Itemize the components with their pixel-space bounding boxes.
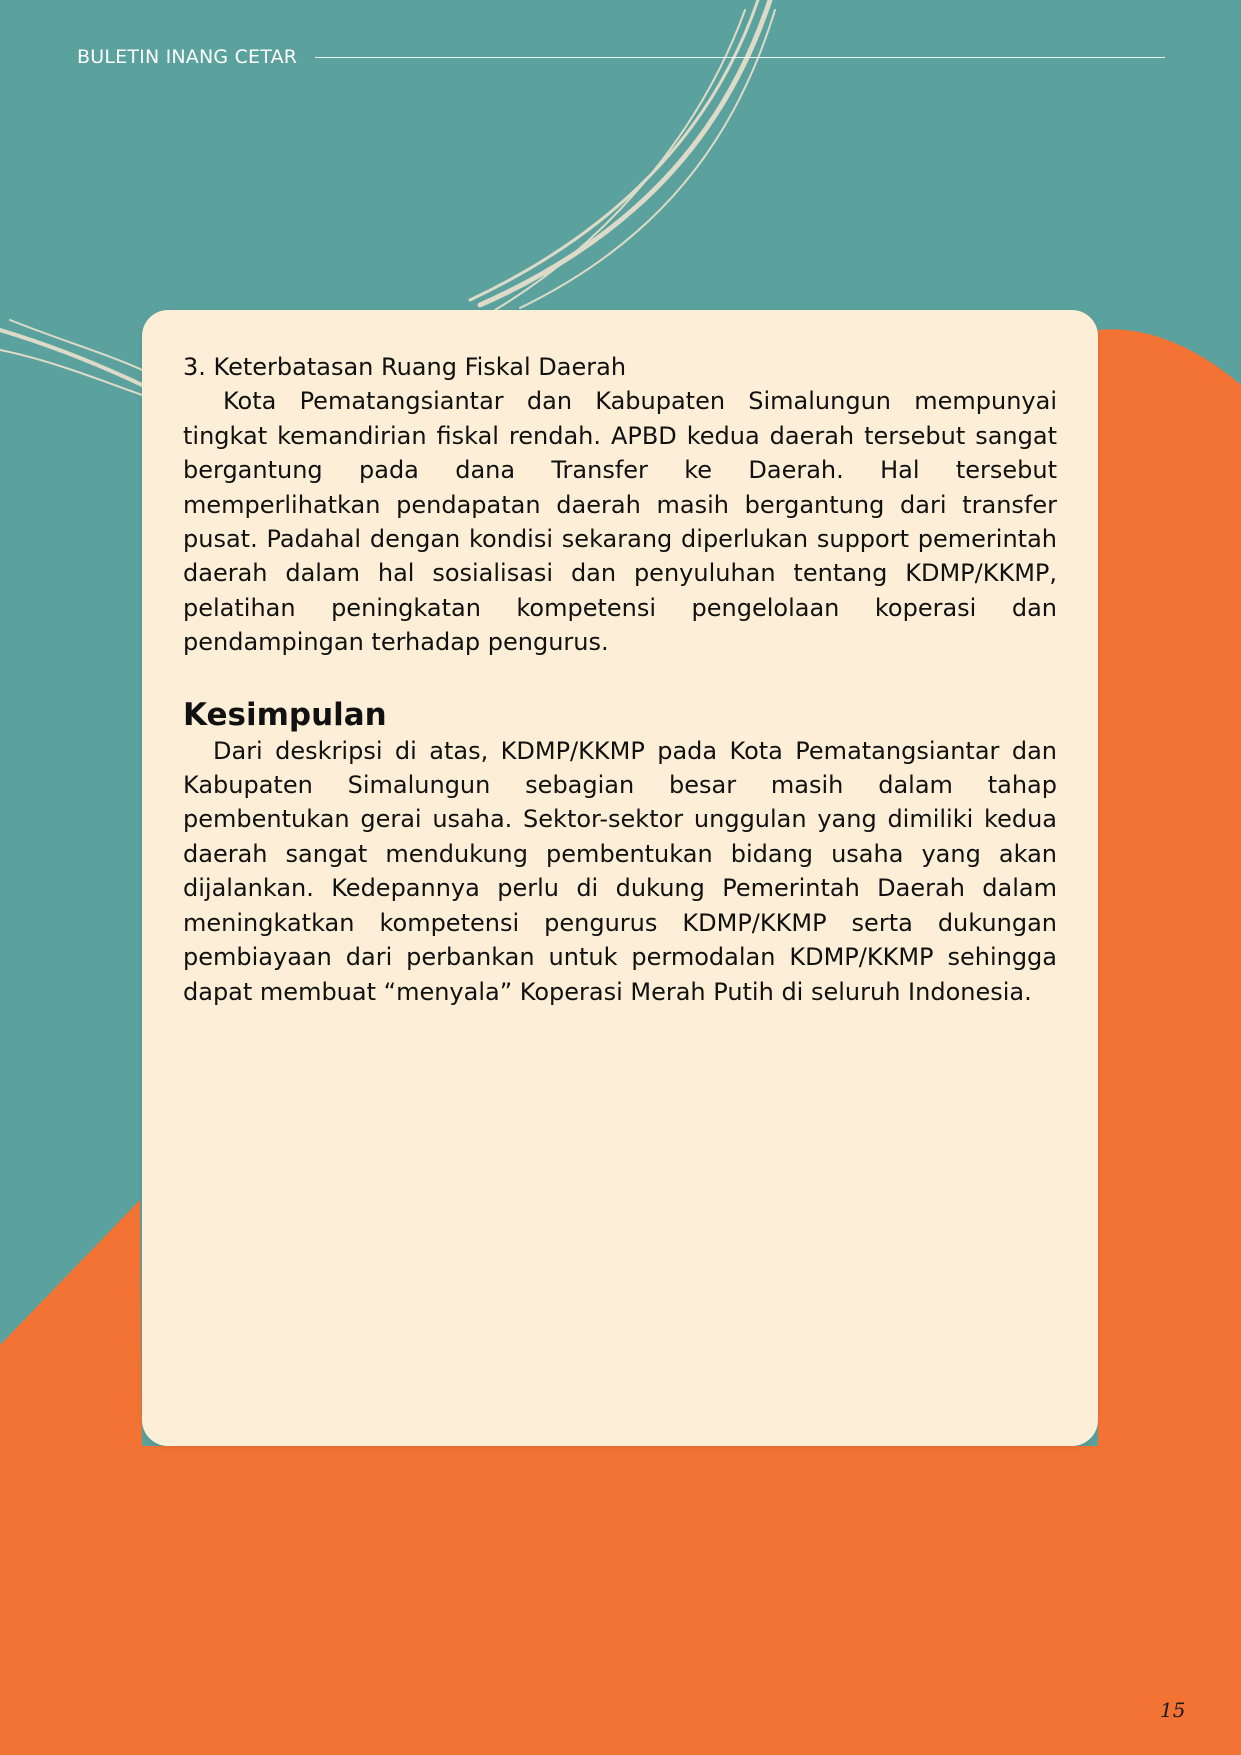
conclusion-heading: Kesimpulan <box>183 696 387 733</box>
running-header <box>77 44 1165 70</box>
header-rule <box>315 57 1165 58</box>
orange-card-backdrop <box>1098 329 1241 1446</box>
bulletin-title: BULETIN INANG CETAR <box>77 46 298 68</box>
fiscal-section-body: Kota Pematangsiantar dan Kabupaten Simalungun mempunyai tingkat kemandirian fiskal rendah. APBD kedua daerah tersebut sangat bergantung pada dana Transfer ke Daerah. Hal tersebut memperlihatkan pendapatan daerah masih bergantung dari transfer pusat. Padahal dengan kondisi sekarang diperlukan support pemerintah daerah dalam hal sosialisasi dan penyuluhan tentang KDMP/KKMP, pelatihan peningkatan kompetensi pengelolaan koperasi dan pendampingan terhadap pengurus. <box>183 387 1057 657</box>
page-number: 15 <box>1160 1698 1186 1722</box>
card-text-area <box>183 350 1057 1009</box>
content-card <box>142 310 1098 1446</box>
fiscal-section-title: 3. Keterbatasan Ruang Fiskal Daerah <box>183 353 627 381</box>
conclusion-body: Dari deskripsi di atas, KDMP/KKMP pada Kota Pematangsiantar dan Kabupaten Simalungun sebagian besar masih dalam tahap pembentukan gerai usaha. Sektor-sektor unggulan yang dimiliki kedua daerah sangat mendukung pembentukan bidang usaha yang akan dijalankan. Kedepannya perlu di dukung Pemerintah Daerah dalam meningkatkan kompetensi pengurus KDMP/KKMP serta dukungan pembiayaan dari perbankan untuk permodalan KDMP/KKMP sehingga dapat membuat “menyala” Koperasi Merah Putih di seluruh Indonesia. <box>183 736 1057 1006</box>
